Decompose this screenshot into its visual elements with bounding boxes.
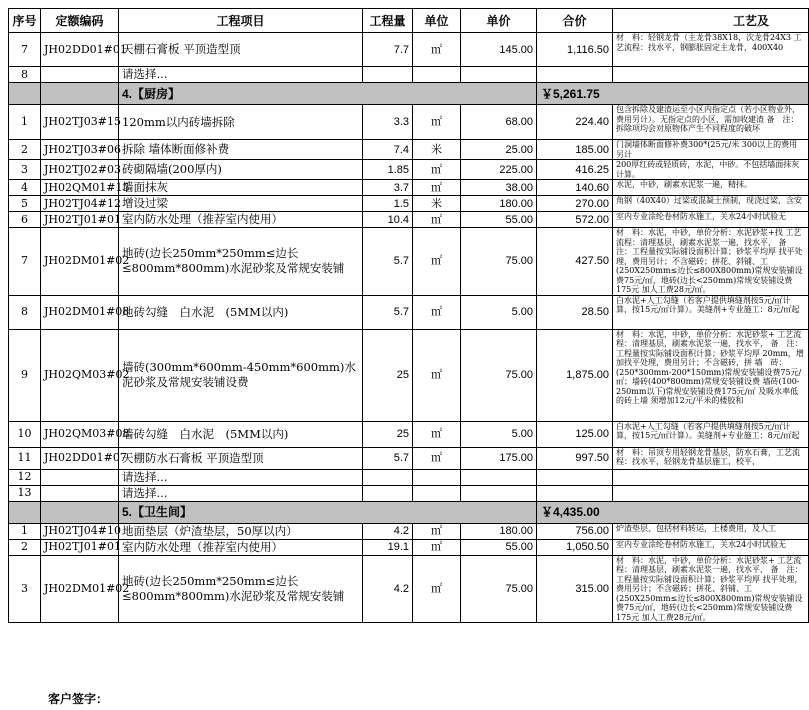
row-unit: ㎡: [413, 539, 461, 555]
row-qty: 1.5: [363, 196, 413, 212]
row-code: JH02TJ03#06: [41, 140, 119, 160]
row-process: 200厚红砖或轻质砖，水泥，中砂。不包括墙面抹灰计算。: [613, 160, 809, 180]
row-process: 水泥，中砂，刷素水泥浆一遍，精抹。: [613, 180, 809, 196]
row-code: [41, 469, 119, 485]
row-price: 75.00: [461, 329, 537, 421]
row-item: 天棚石膏板 平顶造型顶: [119, 33, 363, 67]
row-total: 572.00: [537, 212, 613, 228]
row-price: 5.00: [461, 421, 537, 447]
row-process: 材 料：水泥，中砂，单价分析：水泥砂浆+ 工艺流程：清理基层，刷素水泥浆一遍，找水平， 备 注：工程量按实际铺设面积计算；砂浆平均厚 20mm，增加找平处理，费用另计；不含磁砖，拼 墙 砖：(250*300mm-200*150mm)常规安装铺设费75元/㎡；墙砖(400*800mm)常规安装铺设费 墙砖(100-250mm以下)常规安装铺设费175元/㎡ 及吸水率低的砖上墙 须增加12元/平米的楼胶和: [613, 329, 809, 421]
row-price: 55.00: [461, 212, 537, 228]
row-qty: 25: [363, 329, 413, 421]
row-number: 6: [9, 212, 41, 228]
table-row: [9, 160, 809, 180]
row-qty: [363, 67, 413, 83]
section-row: [9, 83, 809, 105]
row-total: [537, 469, 613, 485]
row-process: 白水泥+人工勾缝（若客户提供填缝剂按5元/㎡计算，按15元/㎡计算）。美缝剂+专业施工：8元/㎡起: [613, 421, 809, 447]
section-no-cell: [9, 83, 41, 105]
row-process: 门洞墙体断面修补费300*(25元/米 300以上的费用另计: [613, 140, 809, 160]
item-select-placeholder: 请选择...: [119, 469, 363, 485]
item-select-placeholder: 请选择...: [119, 485, 363, 501]
row-number: 3: [9, 160, 41, 180]
row-code: JH02DM01#08: [41, 295, 119, 329]
row-unit: ㎡: [413, 295, 461, 329]
row-total: 125.00: [537, 421, 613, 447]
row-item: 墙砖勾缝 白水泥 (5MM以内): [119, 421, 363, 447]
row-process: 室内专业涂纶卷材防水施工，关水24小时试验无: [613, 212, 809, 228]
row-item: 墙面抹灰: [119, 180, 363, 196]
row-process: 室内专业涂纶卷材防水施工，关水24小时试验无: [613, 539, 809, 555]
row-qty: 4.2: [363, 555, 413, 623]
row-code: JH02TJ04#12: [41, 196, 119, 212]
table-row: [9, 228, 809, 296]
row-price: 55.00: [461, 539, 537, 555]
row-process: 材 料：轻钢龙骨（主龙骨38X18，次龙骨24X3 工艺流程：找水平，钢膨胀固定主龙骨，400X40: [613, 33, 809, 67]
row-qty: 10.4: [363, 212, 413, 228]
row-number: 2: [9, 140, 41, 160]
header-no: 序号: [9, 9, 41, 33]
row-unit: ㎡: [413, 329, 461, 421]
row-qty: 19.1: [363, 539, 413, 555]
row-process: [613, 67, 809, 83]
row-number: 1: [9, 523, 41, 539]
row-price: 180.00: [461, 523, 537, 539]
row-unit: [413, 485, 461, 501]
row-item: 天棚防水石膏板 平顶造型顶: [119, 447, 363, 469]
item-select-placeholder: 请选择...: [119, 67, 363, 83]
row-price: 5.00: [461, 295, 537, 329]
row-total: [537, 67, 613, 83]
row-total: 997.50: [537, 447, 613, 469]
table-row: [9, 180, 809, 196]
section-code-cell: [41, 501, 119, 523]
row-unit: ㎡: [413, 228, 461, 296]
row-code: JH02QM03#08: [41, 421, 119, 447]
row-total: 28.50: [537, 295, 613, 329]
row-code: JH02QM01#15: [41, 180, 119, 196]
row-number: 8: [9, 295, 41, 329]
row-number: 11: [9, 447, 41, 469]
row-process: 角钢（40X40）过梁或混凝土预制，现浇过梁，含安: [613, 196, 809, 212]
row-total: 1,875.00: [537, 329, 613, 421]
row-price: [461, 469, 537, 485]
row-qty: 25: [363, 421, 413, 447]
row-total: 416.25: [537, 160, 613, 180]
row-code: [41, 485, 119, 501]
row-item: 墙砖(300mm*600mm-450mm*600mm)水泥砂浆及常规安装铺设费: [119, 329, 363, 421]
table-row: [9, 196, 809, 212]
row-unit: 米: [413, 196, 461, 212]
row-process: 包含拆除及建渣运至小区内指定点（若小区物业外，费用另计）。无指定点的小区，需加收建渣 备 注：拆除项均会对原物体产生不同程度的破坏: [613, 105, 809, 140]
table-row: [9, 212, 809, 228]
row-qty: 4.2: [363, 523, 413, 539]
row-number: 2: [9, 539, 41, 555]
row-qty: [363, 485, 413, 501]
row-unit: ㎡: [413, 33, 461, 67]
row-process: [613, 469, 809, 485]
row-total: [537, 485, 613, 501]
row-item: 地砖(边长250mm*250mm≤边长≤800mm*800mm)水泥砂浆及常规安装铺: [119, 228, 363, 296]
row-number: 12: [9, 469, 41, 485]
row-process: 炉渣垫层、包括材料转运，上楼费用，及人工: [613, 523, 809, 539]
row-unit: ㎡: [413, 555, 461, 623]
row-process: 材 料：水泥，中砂，单价分析：水泥砂浆+ 工艺流程：清理基层，刷素水泥浆一遍，找水平， 备 注：工程量按实际铺设面积计算；砂浆平均厚 找平处理，费用另计；不含磁砖；拼花、斜铺、工 (250X250mm≤边长≤800X800mm)常规安装铺设费75元/㎡，地砖(边长<250mm)常规安装铺设费175元 加人工费28元/㎡。: [613, 555, 809, 623]
table-row: [9, 447, 809, 469]
row-price: 25.00: [461, 140, 537, 160]
section-title: 4.【厨房】: [119, 83, 537, 105]
row-unit: ㎡: [413, 160, 461, 180]
row-unit: 米: [413, 140, 461, 160]
row-number: 7: [9, 33, 41, 67]
section-row: [9, 501, 809, 523]
section-total: ￥5,261.75: [537, 83, 809, 105]
table-row: [9, 469, 809, 485]
section-code-cell: [41, 83, 119, 105]
row-number: 7: [9, 228, 41, 296]
header-code: 定额编码: [41, 9, 119, 33]
row-qty: [363, 469, 413, 485]
section-no-cell: [9, 501, 41, 523]
quotation-table: [8, 8, 809, 623]
row-total: 185.00: [537, 140, 613, 160]
row-total: 224.40: [537, 105, 613, 140]
table-row: [9, 555, 809, 623]
row-code: JH02QM03#02: [41, 329, 119, 421]
header-item: 工程项目: [119, 9, 363, 33]
row-item: 120mm以内砖墙拆除: [119, 105, 363, 140]
row-qty: 1.85: [363, 160, 413, 180]
header-qty: 工程量: [363, 9, 413, 33]
row-process: [613, 485, 809, 501]
row-item: 地砖勾缝 白水泥 (5MM以内): [119, 295, 363, 329]
table-row: [9, 485, 809, 501]
row-item: 室内防水处理（推荐室内使用）: [119, 539, 363, 555]
customer-signature-label: 客户签字：: [48, 692, 109, 706]
row-item: 拆除 墙体断面修补费: [119, 140, 363, 160]
row-qty: 5.7: [363, 228, 413, 296]
row-price: [461, 485, 537, 501]
row-qty: 7.4: [363, 140, 413, 160]
header-row: [9, 9, 809, 33]
header-total: 合价: [537, 9, 613, 33]
row-unit: ㎡: [413, 421, 461, 447]
row-code: JH02DD01#07: [41, 447, 119, 469]
table-row: [9, 105, 809, 140]
row-total: 1,116.50: [537, 33, 613, 67]
table-row: [9, 539, 809, 555]
row-number: 4: [9, 180, 41, 196]
row-number: 10: [9, 421, 41, 447]
row-number: 3: [9, 555, 41, 623]
row-unit: ㎡: [413, 447, 461, 469]
row-unit: [413, 469, 461, 485]
row-unit: [413, 67, 461, 83]
row-total: 315.00: [537, 555, 613, 623]
row-item: 砖砌隔墙(200厚内): [119, 160, 363, 180]
row-total: 270.00: [537, 196, 613, 212]
row-item: 地砖(边长250mm*250mm≤边长≤800mm*800mm)水泥砂浆及常规安装铺: [119, 555, 363, 623]
row-total: 427.50: [537, 228, 613, 296]
table-row: [9, 523, 809, 539]
row-price: 75.00: [461, 228, 537, 296]
row-qty: 5.7: [363, 295, 413, 329]
row-number: 8: [9, 67, 41, 83]
row-qty: 3.3: [363, 105, 413, 140]
row-number: 1: [9, 105, 41, 140]
row-unit: ㎡: [413, 523, 461, 539]
section-title: 5.【卫生间】: [119, 501, 537, 523]
row-number: 9: [9, 329, 41, 421]
row-process: 材 料：水泥，中砂，单价分析：水泥砂浆+找 工艺流程：清理基层，刷素水泥浆一遍，找水平， 备 注：工程量按实际铺设面积计算；砂浆平均厚 找平处理，费用另计；不含磁砖；拼花、斜铺、工 (250X250mm≤边长≤800X800mm)常规安装铺设费75元/㎡，地砖(边长<250mm)常规安装铺设费175元 加人工费28元/㎡。: [613, 228, 809, 296]
row-code: JH02TJ03#15: [41, 105, 119, 140]
header-process: 工艺及: [613, 9, 809, 33]
row-qty: 3.7: [363, 180, 413, 196]
row-unit: ㎡: [413, 212, 461, 228]
row-code: [41, 67, 119, 83]
row-code: JH02DD01#01: [41, 33, 119, 67]
row-process: 材 料：吊顶专用轻钢龙骨基层，防水石膏，工艺流程：找水平，轻钢龙骨基层施工，校平，: [613, 447, 809, 469]
row-price: 225.00: [461, 160, 537, 180]
row-total: 140.60: [537, 180, 613, 196]
row-code: JH02TJ01#01: [41, 212, 119, 228]
table-row: [9, 140, 809, 160]
row-item: 室内防水处理（推荐室内使用）: [119, 212, 363, 228]
row-process: 白水泥+人工勾缝（若客户提供填缝剂按5元/㎡计算，按15元/㎡计算）。美缝剂+专业施工：8元/㎡起: [613, 295, 809, 329]
row-number: 5: [9, 196, 41, 212]
row-price: 180.00: [461, 196, 537, 212]
row-qty: 5.7: [363, 447, 413, 469]
row-price: [461, 67, 537, 83]
row-code: JH02TJ02#03: [41, 160, 119, 180]
table-row: [9, 67, 809, 83]
row-code: JH02DM01#02: [41, 228, 119, 296]
row-code: JH02DM01#02: [41, 555, 119, 623]
row-code: JH02TJ04#10: [41, 523, 119, 539]
table-row: [9, 421, 809, 447]
row-unit: ㎡: [413, 105, 461, 140]
row-total: 756.00: [537, 523, 613, 539]
header-unit: 单位: [413, 9, 461, 33]
table-row: [9, 33, 809, 67]
row-price: 68.00: [461, 105, 537, 140]
row-total: 1,050.50: [537, 539, 613, 555]
row-price: 75.00: [461, 555, 537, 623]
section-total: ￥4,435.00: [537, 501, 809, 523]
row-price: 175.00: [461, 447, 537, 469]
table-row: [9, 295, 809, 329]
row-item: 地面垫层（炉渣垫层，50厚以内）: [119, 523, 363, 539]
row-item: 增设过梁: [119, 196, 363, 212]
row-price: 38.00: [461, 180, 537, 196]
row-qty: 7.7: [363, 33, 413, 67]
row-code: JH02TJ01#01: [41, 539, 119, 555]
table-row: [9, 329, 809, 421]
header-price: 单价: [461, 9, 537, 33]
row-price: 145.00: [461, 33, 537, 67]
row-unit: ㎡: [413, 180, 461, 196]
row-number: 13: [9, 485, 41, 501]
